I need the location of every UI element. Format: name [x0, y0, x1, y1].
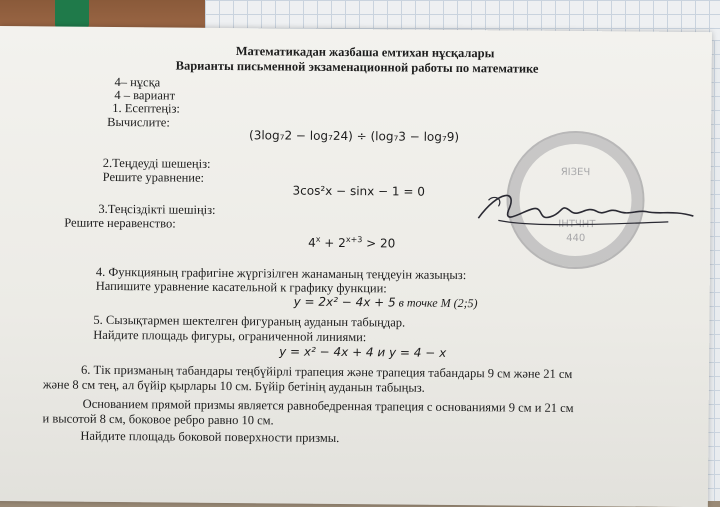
task5-kz: 5. Сызықтармен шектелген фигураның ауданын табыңдар. — [93, 312, 406, 330]
official-stamp: ЯIЗЕЧ IНТЧНТ 440 — [506, 130, 645, 269]
task3-kz: 3.Теңсіздікті шешіңіз: — [98, 201, 216, 217]
task6-kz-line1: 6. Тік призманың табандары теңбүйірлі трапеция және трапеция табандары 9 см және 21 см — [80, 362, 573, 382]
task5-formula: y = x² − 4x + 4 и y = 4 − x — [279, 344, 447, 360]
signature — [468, 180, 699, 242]
task1-ru: Вычислите: — [107, 114, 170, 130]
task6-ru-line2: и высотой 8 см, боковое ребро равно 10 см. — [42, 411, 274, 428]
variant-ru: 4 – вариант — [114, 88, 176, 103]
task4-kz: 4. Функцияның графигіне жүргізілген жанаманың теңдеуін жазыңыз: — [95, 264, 467, 283]
task4-formula: y = 2x² − 4x + 5 в точке M (2;5) — [293, 294, 478, 311]
task2-formula: 3cos²x − sinx − 1 = 0 — [292, 183, 425, 199]
task3-ru: Решите неравенство: — [64, 215, 176, 231]
task6-kz-line2: және 8 см тең, ал бүйір қырлары 10 см. Бүйір бетінің ауданын табыңыз. — [42, 377, 425, 395]
task2-ru: Решите уравнение: — [102, 169, 205, 185]
title-russian: Варианты письменной экзаменационной работы по математике — [175, 58, 539, 76]
task6-ru-line1: Основанием прямой призмы является равнобедренная трапеция с основаниями 9 см и 21 см — [82, 396, 574, 416]
variant-kz: 4– нұсқа — [114, 75, 161, 90]
task1-kz: 1. Есептеңіз: — [112, 100, 181, 116]
green-marker — [55, 0, 89, 30]
task5-ru: Найдите площадь фигуры, ограниченной линиями: — [93, 327, 367, 345]
exam-sheet — [0, 26, 712, 507]
task6-ru-line3: Найдите площадь боковой поверхности призмы. — [80, 428, 340, 445]
task2-kz: 2.Теңдеуді шешеңіз: — [102, 155, 211, 171]
title-kazakh: Математикадан жазбаша емтихан нұсқалары — [235, 44, 495, 61]
task4-ru: Напишите уравнение касательной к графику функции: — [95, 278, 387, 296]
task3-formula: $4^x + 2^{x+3} > 20$ — [308, 234, 396, 251]
task1-formula: (3log₇2 − log₇24) ÷ (log₇3 − log₇9) — [248, 128, 460, 145]
